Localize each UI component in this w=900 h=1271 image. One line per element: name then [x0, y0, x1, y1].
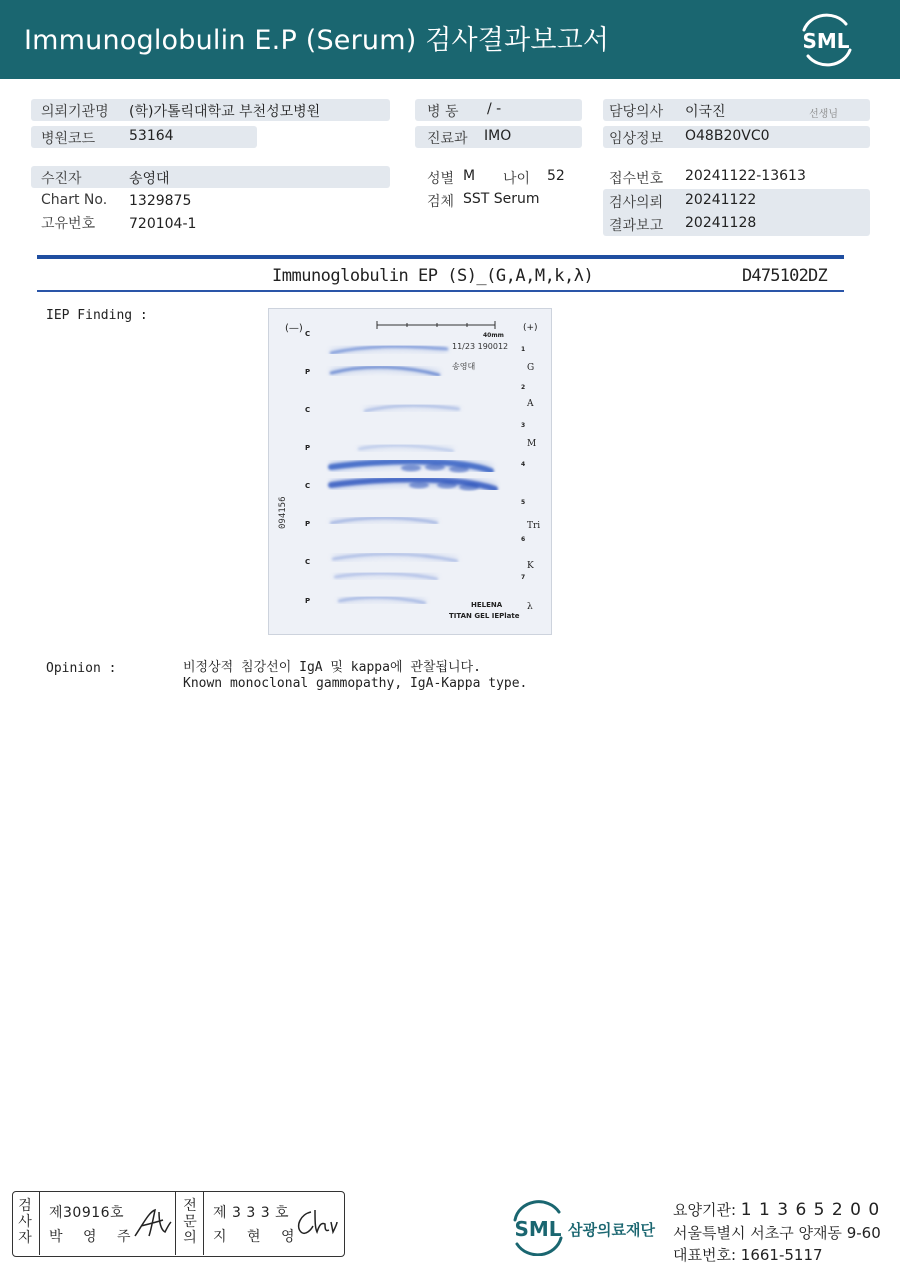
unique-no-label: 고유번호	[41, 216, 96, 232]
gel-well-label: P	[305, 520, 311, 528]
gel-spike	[437, 482, 457, 489]
specimen-label: 검체	[427, 194, 455, 210]
gel-side-id: 094156	[278, 496, 288, 529]
care-code-label: 요양기관:	[673, 1201, 737, 1219]
patient-value: 송영대	[129, 171, 170, 187]
specialist-name: 지 현 영	[213, 1229, 303, 1245]
sml-logo-icon	[796, 12, 856, 68]
gel-well-label: C	[305, 558, 311, 566]
org-name: 삼광의료재단	[568, 1221, 655, 1239]
gel-patient: 송영대	[452, 362, 476, 371]
gel-spike	[449, 466, 469, 473]
gel-spike	[459, 484, 479, 491]
org-address: 서울특별시 서초구 양재동 9-60	[673, 1224, 881, 1242]
gel-well-label: C	[305, 482, 311, 490]
title-rule-bottom	[37, 290, 844, 292]
test-code: D475102DZ	[742, 266, 827, 286]
gel-drawing	[269, 309, 551, 634]
gel-brand2: TITAN GEL IEPlate	[449, 612, 520, 620]
report-title: Immunoglobulin E.P (Serum) 검사결과보고서	[24, 25, 610, 56]
department-label: 진료과	[427, 131, 468, 147]
gel-stamp: 11/23 190012	[452, 342, 509, 351]
age-value: 52	[547, 168, 565, 184]
opinion-text	[183, 660, 527, 692]
opinion-line-1: 비정상적 침강선이 IgA 및 kappa에 관찰됩니다.	[183, 660, 481, 675]
gel-well-label: C	[305, 330, 311, 338]
gel-lane-number: 1	[521, 346, 526, 353]
gel-antiserum-label: Tri	[527, 521, 541, 531]
gel-antiserum-label: A	[527, 399, 534, 409]
opinion-label: Opinion :	[46, 661, 117, 676]
phone-label: 대표번호:	[673, 1246, 737, 1264]
sml-footer-logo-icon	[509, 1200, 567, 1256]
request-date-value: 20241122	[685, 192, 757, 208]
receipt-no-label: 접수번호	[609, 171, 664, 187]
gel-lane-number: 6	[521, 536, 526, 543]
gel-lane-number: 4	[521, 461, 526, 468]
hospital-code-value: 53164	[129, 128, 174, 144]
signature-box	[12, 1191, 345, 1257]
clinical-info-value: O48B20VC0	[685, 128, 770, 144]
receipt-no-value: 20241122-13613	[685, 168, 806, 184]
specialist-license: 제 3 3 3 호	[213, 1205, 290, 1221]
gel-well-labels	[305, 330, 310, 605]
gel-antiserum-label: λ	[527, 602, 533, 612]
gel-well-label: C	[305, 406, 311, 414]
opinion-line-2: Known monoclonal gammopathy, IgA-Kappa type.	[183, 676, 528, 691]
sex-label: 성별	[427, 171, 455, 187]
report-header	[0, 0, 900, 79]
gel-plus-label: (+)	[523, 323, 538, 333]
gel-lane-numbers	[521, 346, 525, 581]
gel-antiserum-label: K	[527, 561, 534, 571]
gel-well-label: P	[305, 368, 311, 376]
examiner-license: 제30916호	[49, 1205, 125, 1221]
sign-divider-2	[175, 1192, 176, 1255]
test-name: Immunoglobulin EP (S)_(G,A,M,k,λ)	[272, 266, 594, 286]
gel-minus-label: (—)	[285, 323, 303, 334]
report-date-label: 결과보고	[609, 218, 664, 234]
patient-bar	[31, 166, 390, 188]
sml-logo-text: SML	[802, 29, 850, 53]
gel-scale-label: 40mm	[483, 332, 504, 339]
patient-label: 수진자	[41, 171, 82, 187]
unique-no-value: 720104-1	[129, 216, 197, 232]
gel-lane-number: 7	[521, 574, 526, 581]
gel-brand1: HELENA	[471, 601, 503, 609]
sml-footer-logo-text: SML	[514, 1217, 562, 1241]
hospital-code-label: 병원코드	[41, 131, 96, 147]
gel-antisera-labels	[526, 363, 540, 612]
gel-well-label: P	[305, 597, 311, 605]
gel-spike	[409, 482, 429, 489]
gel-lane-number: 5	[521, 499, 526, 506]
doctor-value: 이국진	[685, 104, 726, 120]
department-value: IMO	[484, 128, 512, 144]
examiner-name: 박 영 주	[49, 1229, 139, 1245]
age-label: 나이	[503, 171, 531, 187]
request-date-label: 검사의뢰	[609, 195, 664, 211]
sex-value: M	[463, 168, 476, 184]
clinical-info-label: 임상정보	[609, 131, 664, 147]
gel-antiserum-label: M	[527, 439, 537, 449]
gel-lane-number: 3	[521, 422, 526, 429]
gel-spike	[401, 465, 421, 472]
examiner-vertical-label: 검 사 자	[18, 1198, 32, 1246]
specimen-value: SST Serum	[463, 191, 540, 207]
sign-divider-3	[203, 1192, 204, 1255]
care-code-line	[673, 1199, 880, 1220]
ward-label: 병 동	[427, 104, 459, 120]
institution-value: (학)가톨릭대학교 부천성모병원	[129, 104, 321, 120]
iep-finding-label: IEP Finding :	[46, 308, 148, 323]
iep-gel-image	[268, 308, 552, 635]
chart-no-label: Chart No.	[41, 192, 108, 208]
title-rule-top	[37, 255, 844, 259]
specialist-signature-icon	[293, 1206, 339, 1242]
doctor-label: 담당의사	[609, 104, 664, 120]
chart-no-value: 1329875	[129, 193, 192, 209]
gel-precipitin-arcs	[331, 347, 495, 604]
specialist-vertical-label: 전 문 의	[183, 1198, 197, 1246]
gel-lane-number: 2	[521, 384, 526, 391]
phone-value: 1661-5117	[740, 1246, 823, 1264]
care-code-value: 1 1 3 6 5 2 0 0	[740, 1200, 881, 1220]
examiner-signature-icon	[131, 1204, 175, 1244]
report-date-value: 20241128	[685, 215, 757, 231]
gel-antiserum-label: G	[527, 363, 535, 373]
ward-value: / -	[487, 101, 502, 117]
gel-spike	[425, 464, 445, 471]
doctor-suffix: 선생님	[809, 109, 838, 120]
phone-line	[673, 1244, 823, 1265]
institution-label: 의뢰기관명	[41, 104, 109, 120]
sign-divider-1	[39, 1192, 40, 1255]
gel-well-label: P	[305, 444, 311, 452]
